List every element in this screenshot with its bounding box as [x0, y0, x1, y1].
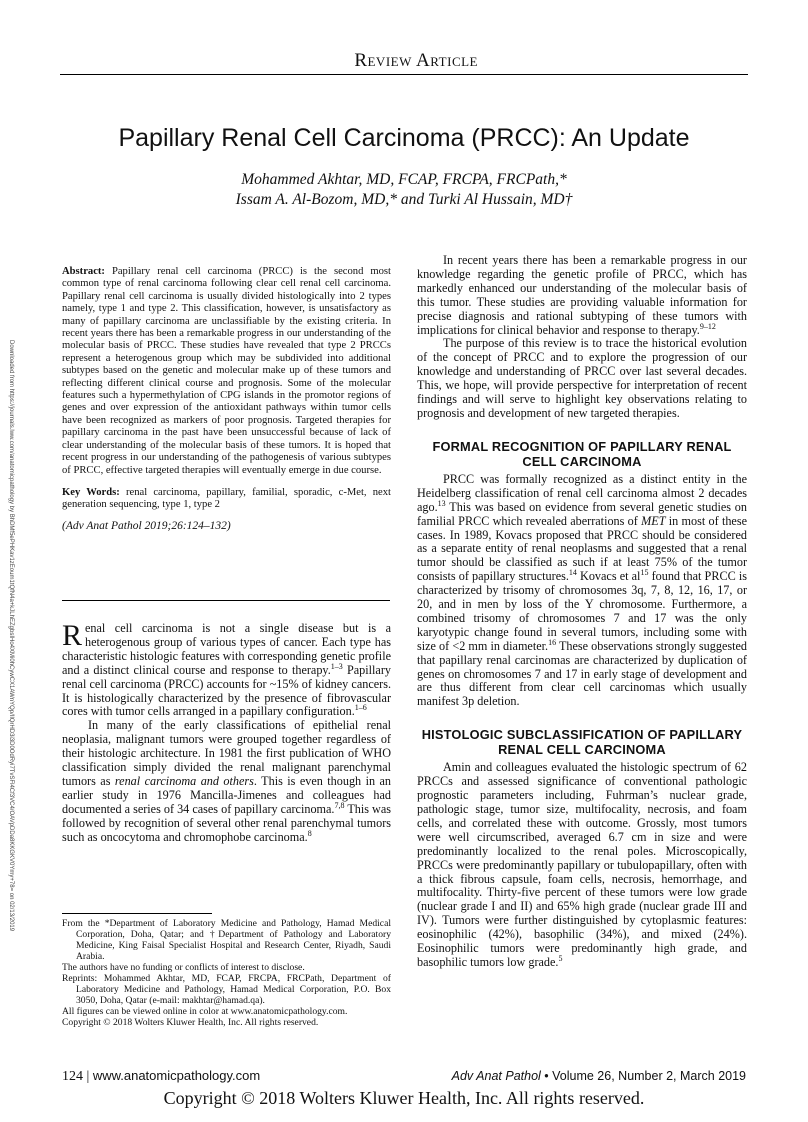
reference-link[interactable]: 5 [558, 953, 563, 963]
drop-cap: R [62, 619, 83, 652]
text-run: In recent years there has been a remarkable progress in our knowledge regarding the genetic profile of PRCC, which has markedly enhanced our understanding of the molecular basis of this tumor. These studies are providing valuable information for precise diagnosis and rational subtyping of these tumors with implications for clinical behavior and response to therapy. [417, 253, 747, 337]
text-run: PRCC was formally recognized as a distinct entity in the Heidelberg classification of renal cell carcinoma almost 2 decades ago. [417, 471, 747, 514]
reference-link[interactable]: 9–12 [699, 321, 716, 331]
reference-link[interactable]: 1–6 [354, 703, 367, 713]
keywords [62, 487, 391, 512]
text-run: enal cell carcinoma is not a single disease but is a heterogenous group of various types of cancer. Each type has characteristic histologic features with corresponding genetic profile and a distinct clinical course and response to therapy. [62, 621, 391, 677]
header-rule [60, 74, 748, 75]
paragraph [62, 619, 391, 719]
right-column-body [417, 254, 747, 970]
text-run: These observations strongly suggested that papillary renal carcinomas are characterized by duplication of genes on chromosomes 7 and 17 in early stage of development and are thus different from clear cell carcinomas which usually manifest 3p deletion. [417, 638, 747, 709]
author-line-1: Mohammed Akhtar, MD, FCAP, FRCPA, FRCPath,* [241, 171, 567, 188]
paragraph [417, 254, 747, 337]
article-title: Papillary Renal Cell Carcinoma (PRCC): An Update [118, 124, 690, 152]
download-note: Downloaded from https://journals.lww.com/anatomicpathology by BhDMf5ePHKav1zEoum1tQfN4a+kJLhEZgbsIHo4XMi0hCywCX1AWnYQp/IlQrHD3i3D0OdRyi7TvSFl4Cf3VC4/OAVpDDa8KKGKV0Ymy+78= on 02/13/2019 [8, 340, 14, 932]
abstract-body [62, 266, 391, 477]
reference-link[interactable]: 15 [640, 568, 649, 578]
keywords-label: Key Words: [62, 486, 120, 498]
citation: (Adv Anat Pathol 2019;26:124–132) [62, 519, 231, 532]
page-copyright: Copyright © 2018 Wolters Kluwer Health, Inc. All rights reserved. [163, 1088, 645, 1108]
footer-separator: | [86, 1069, 90, 1084]
funding-note: The authors have no funding or conflicts of interest to disclose. [62, 962, 305, 973]
reference-link[interactable]: 13 [437, 498, 446, 508]
online-figures-note: All figures can be viewed online in color at www.anatomicpathology.com. [62, 1006, 348, 1017]
paragraph: The purpose of this review is to trace the historical evolution of the concept of PRCC and to explore the progression of our knowledge and understanding of PRCC over last several decades. This, we hope, will provide perspective for interpretation of recent findings and will serve to highlight key observations relating to prognosis and development of new targeted therapies. [417, 336, 747, 420]
reference-link[interactable]: 16 [548, 637, 557, 647]
page-number: 124 [62, 1069, 83, 1084]
reference-link[interactable]: 8 [307, 828, 312, 838]
reference-link[interactable]: 14 [568, 568, 577, 578]
author-line-2: Issam A. Al-Bozom, MD,* and Turki Al Hussain, MD† [235, 191, 573, 208]
text-run: Amin and colleagues evaluated the histologic spectrum of 62 PRCCs and assessed significance of conventional pathologic prognostic parameters including, Fuhrman’s nuclear grade, pathologic stage, tumor size, multifocality, necrosis, and foam cells, and correlated these with outcome. Grossly, most tumors were well circumscribed, averaged 6.7 cm in size and were predominantly localized to the renal poles. Microscopically, PRCCs were predominantly papillary or tubulopapillary, often with a thick fibrous capsule, foam cells, necrosis, hemorrhage, and multifocality. Thirty-five percent of these tumors were low grade (nuclear grade I and II) and 65% high grade (nuclear grade III and IV). Tumors were further distinguished by cytoplasmic features: eosinophilic (42%), basophilic (34%), and mixed (24%). Eosinophilic tumors were predominantly high grade, and basophilic tumors low grade. [417, 760, 747, 969]
text-run: MET [641, 513, 666, 528]
paragraph [417, 473, 747, 709]
keywords-text: renal carcinoma, papillary, familial, sporadic, c-Met, next generation sequencing, type 1, type 2 [62, 486, 391, 511]
abstract-label: Abstract: [62, 266, 105, 277]
text-run: This was followed by recognition of several other renal parenchymal tumors such as oncocytoma and chromophobe carcinoma. [62, 801, 391, 844]
text-run: This was based on evidence from several genetic studies on familial PRCC which revealed aberrations of [417, 499, 747, 528]
text-run: in most of these cases. In 1989, Kovacs proposed that PRCC should be considered as a separate entity of renal neoplasms and suggested that a renal tumor should be classified as such if at least 75% of the tumor consists of papillary structures. [417, 513, 747, 584]
text-run: found that PRCC is characterized by trisomy of chromosomes 3q, 7, 8, 12, 16, 17, or 20, and in men by loss of the Y chromosome. Furthermore, a combined trisomy of chromosomes 7 and 17 was the only karyotypic change found in several tumors, including some with size of <2 mm in diameter. [417, 569, 747, 653]
affiliations-note: From the *Department of Laboratory Medicine and Pathology, Hamad Medical Corporation, Doha, Qatar; and †Department of Pathology and Laboratory Medicine, King Faisal Specialist Hospital and Research Center, Riyadh, Saudi Arabia. [62, 918, 391, 962]
text-run: Papillary renal cell carcinoma (PRCC) accounts for ~15% of kidney cancers. It is histologically characterized by the presence of fibrovascular cores with tumor cells arranged in a papillary configuration. [62, 662, 391, 719]
section-heading: FORMAL RECOGNITION OF PAPILLARY RENAL CELL CARCINOMA [432, 438, 732, 469]
text-run: In many of the early classifications of epithelial renal neoplasia, malignant tumors were grouped together regardless of their histologic architecture. In 1981 the first publication of WHO classification simply divided the renal malignant parenchymal tumors as [62, 718, 391, 788]
text-run: . This is even though in an earlier study in 1976 Mancilla-Jimenes and colleagues had documented a series of 34 cases of papillary carcinoma. [62, 773, 391, 816]
section-label [354, 50, 478, 72]
journal-name: Adv Anat Pathol [451, 1069, 541, 1083]
text-run: renal carcinoma and others [114, 773, 254, 788]
author-list [0, 170, 808, 210]
paragraph [62, 719, 391, 844]
footer-left [62, 1068, 260, 1085]
footnote-rule [62, 913, 212, 914]
section-label-text: Review Article [354, 50, 478, 71]
reference-link[interactable]: 1–3 [330, 661, 343, 671]
abstract-rule [62, 600, 390, 601]
left-column-body [62, 619, 391, 845]
footer-right [452, 1069, 746, 1083]
paragraph [417, 761, 747, 970]
journal-url-link[interactable]: www.anatomicpathology.com [92, 1068, 261, 1083]
abstract-text: Papillary renal cell carcinoma (PRCC) is the second most common type of renal carcinoma following clear cell renal cell carcinoma. Papillary renal cell carcinoma is usually divided histologically into 2 types namely, type 1 and type 2. This classification, however, is unsatisfactory as many of papillary carcinoma are unclassifiable by the existing criteria. In recent years there has been a remarkable progress in our understanding of the molecular basis of PRCC. These studies have revealed that type 2 PRCCs represent a heterogenous group which may be subdivided into additional subtypes based on the genetic and molecular make up of these tumors and reflecting different clinical course and prognosis. Some of the molecular features such a hypermethylation of CPG islands in the promotor regions of genes and over expression of the antioxidant pathways within tumor cells have been recognized as markers of poor prognosis. Targeted therapies for papillary carcinoma in the past have been unsuccessful because of lack of clear understanding of the molecular basis of these tumors. It is hoped that recent progress in our understanding of the pathogenesis of various subtypes of PRCC, effective targeted therapies will eventually emerge in due course. [62, 266, 391, 476]
reference-link[interactable]: 7,8 [334, 800, 345, 810]
reprints-note: Reprints: Mohammed Akhtar, MD, FCAP, FRCPA, FRCPath, Department of Laboratory Medicine and Pathology, Hamad Medical Corporation, P.O. Box 3050, Doha, Qatar (e-mail: makhtar@hamad.qa). [62, 973, 391, 1006]
text-run: Kovacs et al [576, 569, 641, 584]
volume-info: • Volume 26, Number 2, March 2019 [544, 1069, 746, 1083]
footnotes [62, 918, 391, 1028]
footnote-copyright: Copyright © 2018 Wolters Kluwer Health, Inc. All rights reserved. [62, 1017, 319, 1028]
abstract [62, 266, 391, 532]
section-heading: HISTOLOGIC SUBCLASSIFICATION OF PAPILLARY RENAL CELL CARCINOMA [421, 727, 743, 758]
